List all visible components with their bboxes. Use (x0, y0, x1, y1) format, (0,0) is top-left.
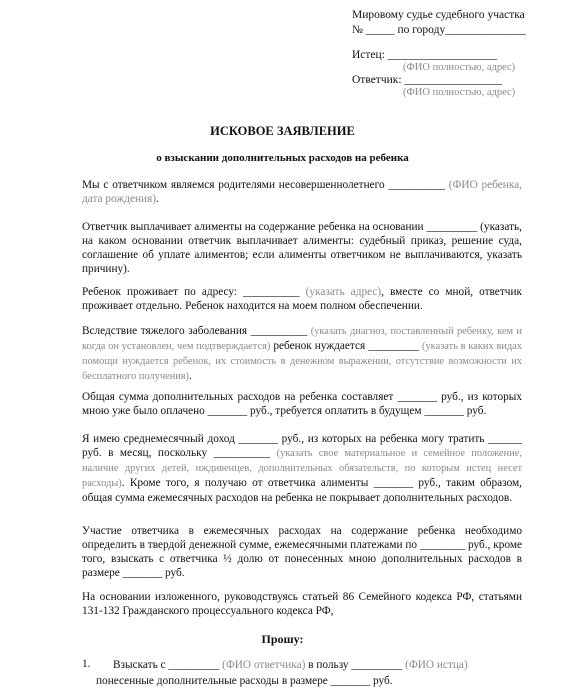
paragraph-income (82, 432, 522, 505)
header-court-line: Мировому судье судебного участка (352, 9, 525, 21)
request-item-1-continuation: понесенные дополнительные расходы в размере _______ руб. (96, 675, 393, 687)
paragraph-illness-text: Вследствие тяжелого заболевания __________ (82, 325, 308, 337)
request-heading: Прошу: (261, 632, 304, 646)
document-title: ИСКОВОЕ ЗАЯВЛЕНИЕ (210, 124, 355, 138)
document-subtitle: о взыскании дополнительных расходов на ребенка (156, 152, 409, 164)
paragraph-illness-hint-needs: (указать в каких видах помощи нуждается ребенок, их стоимость в денежном выражении, отсутствие возможности их бесплатного получения) (82, 341, 522, 382)
paragraph-residence-text: Ребенок проживает по адресу: __________ (82, 286, 300, 298)
paragraph-total-expenses-text: Общая сумма дополнительных расходов на ребенка составляет _______ руб., из которых мною уже было оплачено _______ руб., требуется оплатить в будущем _______ руб. (82, 391, 522, 417)
request-item-1-text: Взыскать с _________ (113, 659, 220, 671)
paragraph-illness-needs: ребенок нуждается _________ (270, 340, 420, 352)
request-item-number: 1. (82, 658, 91, 670)
paragraph-income-text: Я имею среднемесячный доход _______ руб., из которых на ребенка могу тратить ______ руб. в месяц, поскольку __________ (82, 433, 522, 459)
request-item-1-in-favor: в пользу _________ (305, 659, 403, 671)
header-plaintiff-line: Истец: ___________________ (352, 49, 498, 61)
paragraph-illness-end: . (189, 370, 192, 382)
request-item-1-hint-defendant: (ФИО ответчика) (222, 659, 306, 671)
paragraph-residence-end: , вместе со мной, ответчик проживает отдельно. Ребенок находится на моем полном обеспечении. (82, 286, 522, 312)
request-item-1 (113, 658, 523, 672)
paragraph-alimony-basis (82, 220, 522, 276)
header-court-number-line: № _____ по городу______________ (352, 24, 526, 36)
paragraph-participation-text: Участие ответчика в ежемесячных расходах на содержание ребенка необходимо определить в твердой денежной сумме, ежемесячными платежами по ________ руб., кроме того, взыскать с ответчика ½ долю от понесенных мною дополнительных расходов в размере _______ руб. (82, 525, 522, 579)
paragraph-legal-basis (82, 590, 522, 618)
paragraph-alimony-basis-text: Ответчик выплачивает алименты на содержание ребенка на основании _________ (указать, на каком основании ответчик выплачивает алименты: судебный приказ, решение суда, соглашение об уплате алиментов; если алименты ответчиком не выплачиваются, указать причину). (82, 221, 522, 275)
header-plaintiff-hint: (ФИО полностью, адрес) (403, 62, 516, 73)
paragraph-residence (82, 285, 522, 313)
paragraph-income-end: . Кроме того, я получаю от ответчика алименты _______ руб., таким образом, общая сумма ежемесячных расходов на ребенка не покрывает дополнительных расходов. (82, 477, 522, 504)
header-defendant-hint: (ФИО полностью, адрес) (403, 87, 516, 98)
paragraph-illness-hint-diagnosis: (указать диагноз, поставленный ребенку, кем и когда он установлен, чем подтверждается) (82, 326, 522, 352)
paragraph-parents (82, 178, 522, 206)
paragraph-parents-hint: (ФИО ребенка, дата рождения) (82, 179, 522, 205)
paragraph-illness (82, 324, 522, 384)
paragraph-parents-text: Мы с ответчиком являемся родителями несовершеннолетнего __________ (82, 179, 445, 191)
paragraph-residence-hint: (указать адрес) (305, 286, 382, 298)
paragraph-legal-basis-text: На основании изложенного, руководствуясь статьей 86 Семейного кодекса РФ, статьями 131-132 Гражданского процессуального кодекса РФ, (82, 591, 522, 617)
paragraph-total-expenses (82, 390, 522, 418)
header-defendant-line: Ответчик: _________________ (352, 74, 503, 86)
request-item-1-hint-plaintiff: (ФИО истца) (405, 659, 468, 671)
paragraph-participation (82, 524, 522, 580)
paragraph-parents-end: . (156, 193, 159, 205)
paragraph-income-hint: (указать свое материальное и семейное положение, наличие других детей, иждивенцев, дополнительных обязательств, по которым истец несет расходы) (82, 448, 523, 489)
